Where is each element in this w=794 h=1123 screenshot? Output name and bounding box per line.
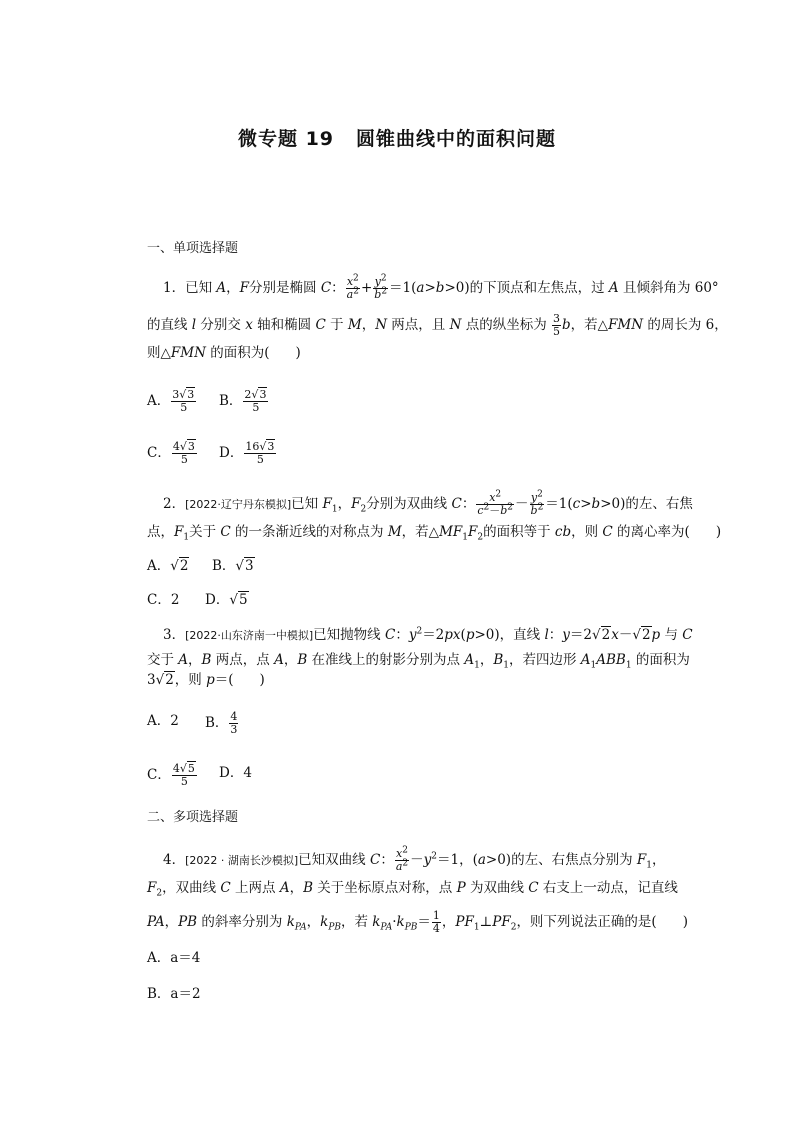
question-4-option-b[interactable]: B．a＝2: [147, 986, 201, 1002]
question-3-line-1: 3．[2022·山东济南一中模拟]已知抛物线 C：$y^2=2px(p>0)$，直线 l：y＝2√2x－√2p 与 C: [163, 626, 693, 643]
title-topic-name: 圆锥曲线中的面积问题: [356, 128, 557, 150]
question-3-option-b[interactable]: B． $\frac{4}{3}$: [205, 710, 238, 736]
question-1-line-3: 则△FMN 的面积为( ): [147, 345, 301, 361]
section-heading-single-choice: 一、单项选择题: [147, 241, 239, 256]
question-3-line-3: 3√2，则 p＝( ): [147, 672, 265, 688]
option-a-label: A．: [147, 393, 171, 409]
question-2-option-b[interactable]: B．√3: [212, 558, 254, 574]
question-2-option-c[interactable]: C．2: [147, 592, 180, 608]
page-title: [0, 124, 794, 151]
question-3-source: [2022·山东济南一中模拟]: [185, 629, 314, 642]
question-2-option-d[interactable]: D．√5: [205, 592, 248, 608]
question-1-line-2: 的直线 l 分别交 x 轴和椭圆 C 于 M，N 两点，且 N 点的纵坐标为 $\frac{3}{5}$ b，若△FMN 的周长为 6，: [147, 312, 728, 338]
question-2-source: [2022·辽宁丹东模拟]: [185, 498, 292, 511]
question-1-option-d[interactable]: D． $\frac{16√3}{5}$: [219, 440, 275, 466]
option-d-label: D．: [219, 445, 244, 461]
question-2-line-2: 点，$F_1$关于 C 的一条渐近线的对称点为 M，若$\triangle MF_1F_2$的面积等于 cb，则 C 的离心率为( ): [147, 524, 722, 543]
question-2-number: 2．: [163, 496, 186, 512]
option-c-label: C．: [147, 445, 171, 461]
question-3-line-2: 交于 A，B 两点，点 A，B 在准线上的射影分别为点 $A_1$，$B_1$，若四边形 $A_1ABB_1$ 的面积为: [147, 652, 690, 671]
question-3-number: 3．: [163, 627, 186, 643]
question-1-option-c[interactable]: C． $\frac{4√3}{5}$: [147, 440, 195, 466]
question-4-source: [2022 · 湖南长沙模拟]: [185, 854, 299, 867]
question-4-line-3: PA，PB 的斜率分别为 $k_{PA}$，$k_{PB}$，若 $k_{PA}\cdot k_{PB}=$ $\frac{1}{4}$ ，$PF_1\perp PF_2$，则下列说法正确的是( ): [147, 909, 688, 935]
question-4-line-2: $F_2$，双曲线 C 上两点 A，B 关于坐标原点对称，点 P 为双曲线 C 右支上一动点，记直线: [147, 880, 678, 899]
question-4-line-1: 4．[2022 · 湖南长沙模拟]已知双曲线 C： $\frac{x^2}{a^2}$ $-y^2=1$，(a>0)的左、右焦点分别为 $F_1$，: [163, 845, 666, 873]
question-4-option-a[interactable]: A．a＝4: [147, 950, 201, 966]
question-3-option-d[interactable]: D．4: [219, 765, 252, 781]
question-1-line-1: 1．已知 A，F分别是椭圆 C： $\frac{x^2}{a^2}$ + $\frac{y^2}{b^2}$ ＝1(a>b>0)的下顶点和左焦点，过 A 且倾斜角为 60°: [163, 273, 719, 301]
question-1-option-a[interactable]: A． $\frac{3√3}{5}$: [147, 388, 195, 414]
question-3-option-a[interactable]: A．2: [147, 713, 179, 729]
title-topic-number: 微专题 19: [237, 128, 335, 150]
question-2-option-a[interactable]: A．√2: [147, 558, 189, 574]
option-b-label: B．: [219, 393, 243, 409]
question-1-option-b[interactable]: B． $\frac{2√3}{5}$: [219, 388, 267, 414]
section-heading-multiple-choice: 二、多项选择题: [147, 810, 239, 825]
question-2-line-1: 2．[2022·辽宁丹东模拟]已知 $F_1$，$F_2$分别为双曲线 C： $\frac{x^2}{c^2-b^2}$ － $\frac{y^2}{b^2}$ ＝1(c>b>0)的左、右焦: [163, 489, 693, 517]
question-4-number: 4．: [163, 852, 186, 868]
question-1-number: 1．已知: [163, 280, 213, 296]
question-3-option-c[interactable]: C． $\frac{4√5}{5}$: [147, 762, 195, 788]
